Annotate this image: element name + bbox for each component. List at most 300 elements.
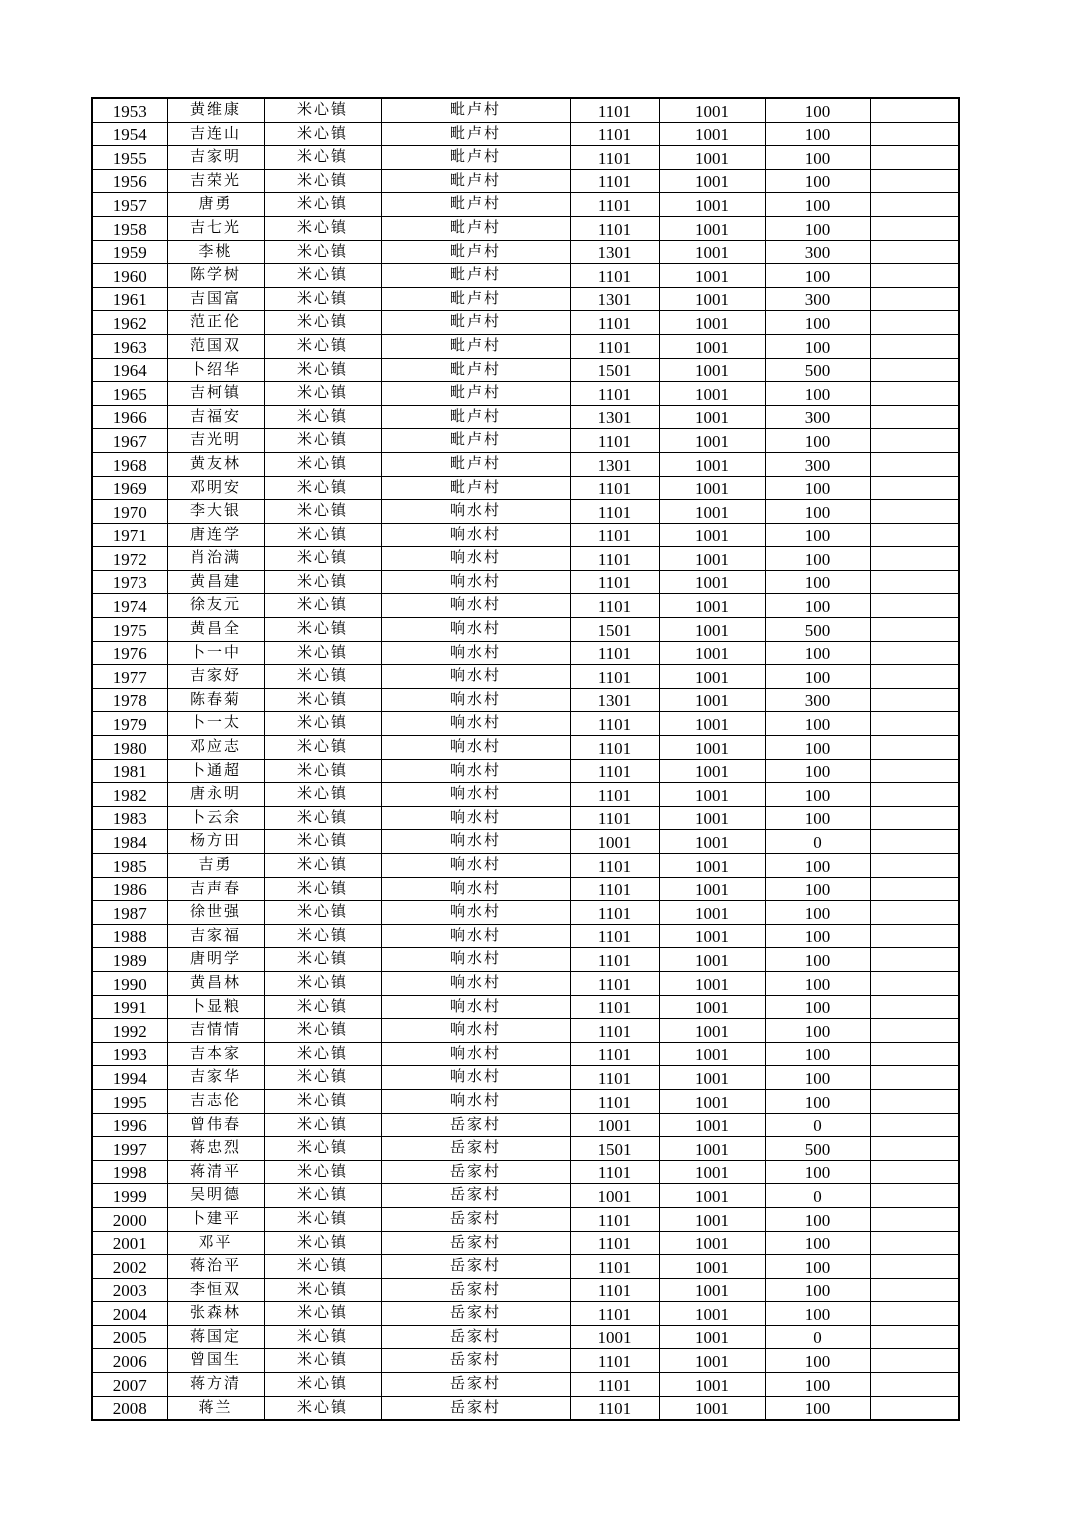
cell-value-a: 1501: [570, 358, 659, 382]
cell-note: [870, 1231, 959, 1255]
cell-difference: 300: [765, 287, 870, 311]
cell-name: 蒋清平: [167, 1160, 264, 1184]
cell-difference: 100: [765, 736, 870, 760]
cell-difference: 300: [765, 240, 870, 264]
cell-village: 岳家村: [381, 1184, 570, 1208]
cell-note: [870, 1207, 959, 1231]
cell-village: 毗卢村: [381, 476, 570, 500]
cell-difference: 100: [765, 264, 870, 288]
cell-difference: 0: [765, 1184, 870, 1208]
cell-value-a: 1101: [570, 264, 659, 288]
cell-value-a: 1101: [570, 1373, 659, 1397]
cell-name: 卜绍华: [167, 358, 264, 382]
cell-id: 1998: [92, 1160, 167, 1184]
cell-value-a: 1101: [570, 736, 659, 760]
cell-village: 岳家村: [381, 1278, 570, 1302]
cell-id: 2000: [92, 1207, 167, 1231]
cell-note: [870, 382, 959, 406]
table-row: [92, 1113, 959, 1137]
table-row: [92, 334, 959, 358]
cell-name: 徐世强: [167, 901, 264, 925]
cell-value-a: 1101: [570, 948, 659, 972]
cell-value-a: 1101: [570, 334, 659, 358]
cell-difference: 100: [765, 995, 870, 1019]
cell-value-b: 1001: [659, 334, 765, 358]
cell-town: 米心镇: [264, 1396, 381, 1420]
cell-village: 响水村: [381, 594, 570, 618]
cell-value-b: 1001: [659, 405, 765, 429]
cell-name: 邓平: [167, 1231, 264, 1255]
cell-difference: 100: [765, 122, 870, 146]
cell-difference: 0: [765, 1325, 870, 1349]
cell-value-a: 1101: [570, 641, 659, 665]
cell-town: 米心镇: [264, 1325, 381, 1349]
cell-difference: 100: [765, 169, 870, 193]
cell-town: 米心镇: [264, 641, 381, 665]
cell-note: [870, 877, 959, 901]
cell-note: [870, 1396, 959, 1420]
cell-town: 米心镇: [264, 523, 381, 547]
cell-value-b: 1001: [659, 216, 765, 240]
cell-note: [870, 688, 959, 712]
cell-value-a: 1101: [570, 570, 659, 594]
cell-value-a: 1301: [570, 287, 659, 311]
cell-id: 1964: [92, 358, 167, 382]
cell-value-a: 1101: [570, 971, 659, 995]
cell-value-a: 1101: [570, 98, 659, 122]
cell-id: 1985: [92, 854, 167, 878]
cell-value-b: 1001: [659, 924, 765, 948]
cell-note: [870, 1373, 959, 1397]
cell-difference: 100: [765, 594, 870, 618]
cell-difference: 100: [765, 476, 870, 500]
cell-village: 毗卢村: [381, 169, 570, 193]
cell-town: 米心镇: [264, 594, 381, 618]
table-row: [92, 1184, 959, 1208]
cell-name: 吉声春: [167, 877, 264, 901]
cell-id: 2003: [92, 1278, 167, 1302]
cell-value-a: 1101: [570, 476, 659, 500]
table-row: [92, 948, 959, 972]
cell-difference: 100: [765, 806, 870, 830]
cell-difference: 100: [765, 1255, 870, 1279]
cell-village: 毗卢村: [381, 287, 570, 311]
table-row: [92, 240, 959, 264]
cell-village: 响水村: [381, 712, 570, 736]
cell-town: 米心镇: [264, 736, 381, 760]
cell-difference: 100: [765, 1349, 870, 1373]
cell-difference: 100: [765, 641, 870, 665]
cell-value-b: 1001: [659, 1042, 765, 1066]
cell-town: 米心镇: [264, 901, 381, 925]
cell-town: 米心镇: [264, 334, 381, 358]
cell-difference: 100: [765, 1231, 870, 1255]
cell-note: [870, 594, 959, 618]
cell-name: 吴明德: [167, 1184, 264, 1208]
cell-note: [870, 523, 959, 547]
cell-village: 毗卢村: [381, 382, 570, 406]
cell-difference: 500: [765, 1137, 870, 1161]
cell-note: [870, 169, 959, 193]
cell-id: 1976: [92, 641, 167, 665]
cell-difference: 300: [765, 688, 870, 712]
cell-town: 米心镇: [264, 1089, 381, 1113]
cell-value-a: 1101: [570, 429, 659, 453]
cell-town: 米心镇: [264, 358, 381, 382]
cell-value-a: 1301: [570, 688, 659, 712]
cell-note: [870, 570, 959, 594]
cell-difference: 100: [765, 1019, 870, 1043]
cell-name: 吉荣光: [167, 169, 264, 193]
cell-note: [870, 971, 959, 995]
cell-value-b: 1001: [659, 570, 765, 594]
cell-value-a: 1101: [570, 311, 659, 335]
table-row: [92, 924, 959, 948]
table-row: [92, 1207, 959, 1231]
cell-value-a: 1101: [570, 122, 659, 146]
cell-difference: 100: [765, 877, 870, 901]
cell-value-a: 1001: [570, 1184, 659, 1208]
cell-village: 毗卢村: [381, 452, 570, 476]
cell-value-a: 1101: [570, 216, 659, 240]
cell-id: 1954: [92, 122, 167, 146]
cell-village: 岳家村: [381, 1207, 570, 1231]
cell-note: [870, 1184, 959, 1208]
cell-value-a: 1101: [570, 1066, 659, 1090]
cell-note: [870, 901, 959, 925]
cell-value-b: 1001: [659, 240, 765, 264]
cell-note: [870, 405, 959, 429]
cell-value-a: 1101: [570, 924, 659, 948]
cell-name: 张森林: [167, 1302, 264, 1326]
cell-village: 响水村: [381, 854, 570, 878]
cell-value-a: 1001: [570, 830, 659, 854]
cell-note: [870, 1160, 959, 1184]
cell-village: 毗卢村: [381, 311, 570, 335]
cell-note: [870, 783, 959, 807]
cell-town: 米心镇: [264, 948, 381, 972]
table-row: [92, 169, 959, 193]
cell-name: 肖治满: [167, 547, 264, 571]
cell-difference: 100: [765, 500, 870, 524]
table-row: [92, 1042, 959, 1066]
table-row: [92, 476, 959, 500]
cell-name: 范正伦: [167, 311, 264, 335]
cell-name: 吉七光: [167, 216, 264, 240]
data-table: [91, 97, 960, 1421]
cell-village: 岳家村: [381, 1255, 570, 1279]
cell-name: 吉家明: [167, 146, 264, 170]
cell-village: 响水村: [381, 500, 570, 524]
cell-note: [870, 948, 959, 972]
table-row: [92, 122, 959, 146]
cell-note: [870, 854, 959, 878]
cell-id: 1960: [92, 264, 167, 288]
cell-value-a: 1301: [570, 452, 659, 476]
cell-id: 1970: [92, 500, 167, 524]
cell-note: [870, 618, 959, 642]
cell-difference: 100: [765, 429, 870, 453]
cell-difference: 0: [765, 1113, 870, 1137]
cell-difference: 100: [765, 948, 870, 972]
cell-id: 1977: [92, 665, 167, 689]
cell-value-a: 1101: [570, 193, 659, 217]
cell-value-a: 1101: [570, 523, 659, 547]
cell-value-a: 1101: [570, 382, 659, 406]
table-row: [92, 570, 959, 594]
cell-note: [870, 712, 959, 736]
cell-village: 响水村: [381, 688, 570, 712]
cell-value-b: 1001: [659, 523, 765, 547]
cell-town: 米心镇: [264, 1278, 381, 1302]
cell-village: 岳家村: [381, 1137, 570, 1161]
cell-value-b: 1001: [659, 1278, 765, 1302]
cell-value-a: 1101: [570, 169, 659, 193]
cell-name: 范国双: [167, 334, 264, 358]
cell-village: 毗卢村: [381, 334, 570, 358]
cell-id: 2004: [92, 1302, 167, 1326]
cell-difference: 100: [765, 1066, 870, 1090]
cell-id: 1967: [92, 429, 167, 453]
cell-note: [870, 146, 959, 170]
cell-name: 曾伟春: [167, 1113, 264, 1137]
cell-note: [870, 429, 959, 453]
cell-town: 米心镇: [264, 122, 381, 146]
cell-town: 米心镇: [264, 806, 381, 830]
cell-note: [870, 1042, 959, 1066]
cell-town: 米心镇: [264, 500, 381, 524]
cell-note: [870, 193, 959, 217]
cell-id: 1999: [92, 1184, 167, 1208]
cell-note: [870, 1349, 959, 1373]
table-row: [92, 1019, 959, 1043]
table-row: [92, 429, 959, 453]
cell-village: 岳家村: [381, 1231, 570, 1255]
cell-village: 响水村: [381, 924, 570, 948]
table-row: [92, 901, 959, 925]
cell-value-b: 1001: [659, 665, 765, 689]
cell-difference: 100: [765, 1207, 870, 1231]
cell-name: 吉情情: [167, 1019, 264, 1043]
cell-town: 米心镇: [264, 618, 381, 642]
cell-note: [870, 1113, 959, 1137]
cell-name: 蒋兰: [167, 1396, 264, 1420]
cell-village: 毗卢村: [381, 146, 570, 170]
cell-village: 岳家村: [381, 1160, 570, 1184]
cell-note: [870, 98, 959, 122]
cell-town: 米心镇: [264, 1349, 381, 1373]
cell-name: 吉光明: [167, 429, 264, 453]
cell-name: 杨方田: [167, 830, 264, 854]
cell-note: [870, 264, 959, 288]
cell-value-b: 1001: [659, 1207, 765, 1231]
cell-town: 米心镇: [264, 98, 381, 122]
cell-value-b: 1001: [659, 500, 765, 524]
cell-value-b: 1001: [659, 1019, 765, 1043]
cell-name: 陈学树: [167, 264, 264, 288]
cell-village: 响水村: [381, 783, 570, 807]
table-row: [92, 547, 959, 571]
cell-name: 李恒双: [167, 1278, 264, 1302]
cell-value-b: 1001: [659, 736, 765, 760]
table-row: [92, 216, 959, 240]
cell-id: 1987: [92, 901, 167, 925]
cell-village: 响水村: [381, 759, 570, 783]
cell-village: 响水村: [381, 665, 570, 689]
cell-value-b: 1001: [659, 830, 765, 854]
cell-value-a: 1101: [570, 1042, 659, 1066]
table-row: [92, 1373, 959, 1397]
cell-name: 唐连学: [167, 523, 264, 547]
cell-difference: 100: [765, 570, 870, 594]
table-body: [92, 98, 959, 1420]
table-row: [92, 311, 959, 335]
cell-id: 1975: [92, 618, 167, 642]
cell-difference: 100: [765, 547, 870, 571]
table-row: [92, 1231, 959, 1255]
cell-id: 1990: [92, 971, 167, 995]
cell-id: 1988: [92, 924, 167, 948]
cell-value-b: 1001: [659, 429, 765, 453]
cell-value-b: 1001: [659, 783, 765, 807]
table-row: [92, 193, 959, 217]
table-row: [92, 1089, 959, 1113]
cell-village: 响水村: [381, 901, 570, 925]
cell-village: 岳家村: [381, 1349, 570, 1373]
cell-value-a: 1101: [570, 1231, 659, 1255]
cell-value-b: 1001: [659, 358, 765, 382]
cell-value-a: 1301: [570, 240, 659, 264]
cell-village: 毗卢村: [381, 264, 570, 288]
cell-id: 1994: [92, 1066, 167, 1090]
cell-village: 响水村: [381, 736, 570, 760]
cell-town: 米心镇: [264, 1184, 381, 1208]
cell-value-a: 1101: [570, 500, 659, 524]
cell-town: 米心镇: [264, 382, 381, 406]
cell-difference: 100: [765, 1160, 870, 1184]
cell-note: [870, 476, 959, 500]
cell-value-b: 1001: [659, 948, 765, 972]
cell-town: 米心镇: [264, 476, 381, 500]
cell-id: 1958: [92, 216, 167, 240]
cell-town: 米心镇: [264, 452, 381, 476]
cell-note: [870, 924, 959, 948]
cell-value-b: 1001: [659, 877, 765, 901]
cell-id: 1972: [92, 547, 167, 571]
table-row: [92, 618, 959, 642]
cell-note: [870, 1019, 959, 1043]
cell-name: 蒋忠烈: [167, 1137, 264, 1161]
cell-village: 岳家村: [381, 1396, 570, 1420]
cell-name: 吉勇: [167, 854, 264, 878]
cell-name: 蒋国定: [167, 1325, 264, 1349]
table-row: [92, 523, 959, 547]
cell-id: 1953: [92, 98, 167, 122]
cell-note: [870, 1066, 959, 1090]
cell-name: 吉柯镇: [167, 382, 264, 406]
cell-value-a: 1101: [570, 712, 659, 736]
cell-village: 毗卢村: [381, 429, 570, 453]
cell-difference: 500: [765, 618, 870, 642]
cell-id: 1993: [92, 1042, 167, 1066]
cell-note: [870, 1302, 959, 1326]
cell-town: 米心镇: [264, 1113, 381, 1137]
cell-town: 米心镇: [264, 1231, 381, 1255]
cell-value-a: 1501: [570, 618, 659, 642]
cell-value-a: 1101: [570, 759, 659, 783]
cell-value-a: 1101: [570, 1396, 659, 1420]
cell-name: 曾国生: [167, 1349, 264, 1373]
cell-note: [870, 1278, 959, 1302]
cell-value-b: 1001: [659, 98, 765, 122]
cell-id: 1963: [92, 334, 167, 358]
cell-value-b: 1001: [659, 476, 765, 500]
cell-village: 响水村: [381, 806, 570, 830]
cell-name: 吉家华: [167, 1066, 264, 1090]
cell-value-b: 1001: [659, 1302, 765, 1326]
table-row: [92, 1255, 959, 1279]
cell-note: [870, 736, 959, 760]
cell-value-b: 1001: [659, 1184, 765, 1208]
cell-id: 1969: [92, 476, 167, 500]
table-row: [92, 405, 959, 429]
cell-town: 米心镇: [264, 995, 381, 1019]
cell-value-b: 1001: [659, 1089, 765, 1113]
cell-difference: 100: [765, 334, 870, 358]
cell-name: 吉连山: [167, 122, 264, 146]
cell-name: 卜云余: [167, 806, 264, 830]
cell-town: 米心镇: [264, 287, 381, 311]
cell-id: 1995: [92, 1089, 167, 1113]
cell-name: 吉志伦: [167, 1089, 264, 1113]
cell-village: 毗卢村: [381, 240, 570, 264]
table-row: [92, 759, 959, 783]
cell-note: [870, 1089, 959, 1113]
table-row: [92, 452, 959, 476]
cell-value-b: 1001: [659, 1255, 765, 1279]
table-row: [92, 665, 959, 689]
cell-id: 2008: [92, 1396, 167, 1420]
cell-value-b: 1001: [659, 618, 765, 642]
cell-name: 唐勇: [167, 193, 264, 217]
cell-id: 2007: [92, 1373, 167, 1397]
table-row: [92, 712, 959, 736]
cell-id: 1997: [92, 1137, 167, 1161]
cell-value-b: 1001: [659, 311, 765, 335]
cell-note: [870, 334, 959, 358]
cell-id: 1961: [92, 287, 167, 311]
cell-town: 米心镇: [264, 1255, 381, 1279]
cell-value-a: 1101: [570, 1349, 659, 1373]
cell-value-b: 1001: [659, 995, 765, 1019]
cell-id: 1980: [92, 736, 167, 760]
cell-note: [870, 287, 959, 311]
table-row: [92, 594, 959, 618]
cell-village: 响水村: [381, 877, 570, 901]
cell-value-b: 1001: [659, 759, 765, 783]
cell-village: 毗卢村: [381, 193, 570, 217]
cell-village: 毗卢村: [381, 216, 570, 240]
cell-difference: 100: [765, 924, 870, 948]
cell-id: 1981: [92, 759, 167, 783]
cell-village: 响水村: [381, 1042, 570, 1066]
cell-name: 蒋治平: [167, 1255, 264, 1279]
cell-id: 1959: [92, 240, 167, 264]
cell-value-a: 1101: [570, 1019, 659, 1043]
cell-value-b: 1001: [659, 382, 765, 406]
table-row: [92, 971, 959, 995]
cell-difference: 100: [765, 665, 870, 689]
